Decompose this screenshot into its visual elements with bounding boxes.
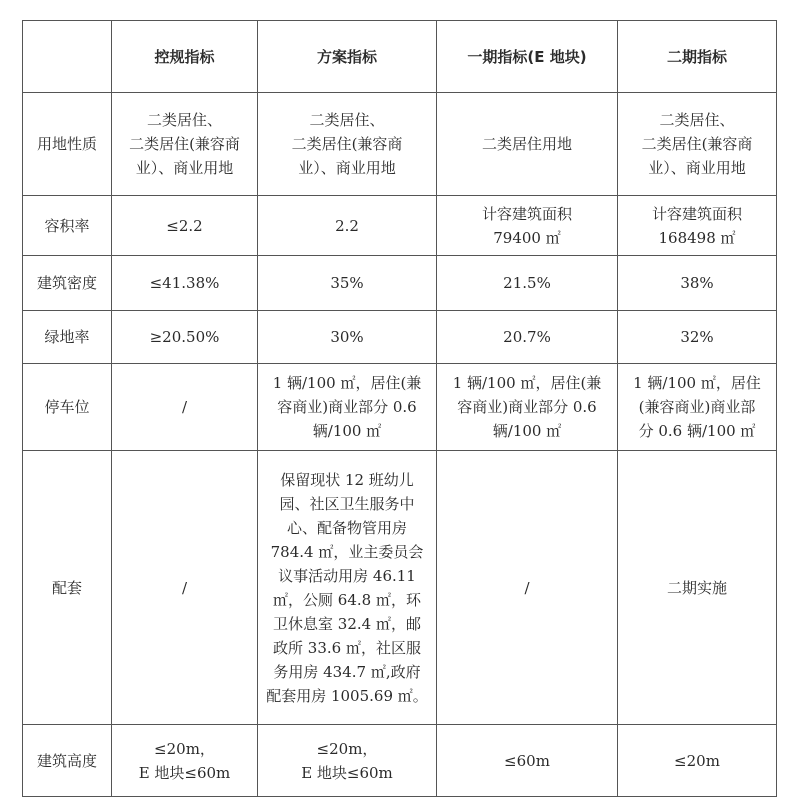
cell-line: 园、社区卫生服务中 bbox=[279, 494, 415, 513]
cell-land-use-phase1 bbox=[437, 93, 618, 196]
cell-line: 784.4 ㎡，业主委员会 bbox=[270, 542, 424, 561]
table-row-building-height bbox=[23, 725, 777, 797]
table-row-facilities bbox=[23, 451, 777, 725]
cell-line: 38% bbox=[680, 274, 714, 292]
corner-cell bbox=[23, 21, 112, 93]
cell-building-height-regulatory bbox=[112, 725, 258, 797]
cell-parking-regulatory bbox=[112, 364, 258, 451]
cell-line: ≤20m， bbox=[154, 739, 215, 758]
header-phase1-indicator: 一期指标(E 地块) bbox=[437, 21, 618, 93]
cell-line: / bbox=[181, 398, 188, 416]
cell-line: 业）、商业用地 bbox=[298, 159, 396, 177]
row-label-plot-ratio: 容积率 bbox=[23, 196, 112, 256]
row-label-parking: 停车位 bbox=[23, 364, 112, 451]
table-row-land-use bbox=[23, 93, 777, 196]
cell-green-ratio-scheme bbox=[258, 311, 437, 364]
cell-line: E 地块≤60m bbox=[301, 763, 393, 782]
cell-line: ≤2.2 bbox=[166, 216, 203, 235]
cell-line: 二类居住用地 bbox=[481, 135, 572, 153]
cell-line: 32% bbox=[680, 328, 714, 346]
header-row bbox=[23, 21, 777, 93]
cell-line: ㎡，公厕 64.8 ㎡，环 bbox=[273, 590, 421, 609]
cell-line: 21.5% bbox=[503, 274, 551, 292]
table-row-plot-ratio bbox=[23, 196, 777, 256]
cell-plot-ratio-scheme bbox=[258, 196, 437, 256]
cell-plot-ratio-phase2 bbox=[618, 196, 777, 256]
cell-line: 配套用房 1005.69 ㎡。 bbox=[266, 686, 428, 705]
cell-line: E 地块≤60m bbox=[138, 763, 231, 782]
cell-building-height-phase1 bbox=[437, 725, 618, 797]
cell-line: ≤20m bbox=[674, 751, 720, 770]
cell-line: 卫休息室 32.4 ㎡，邮 bbox=[273, 614, 421, 633]
cell-line: 二类居住(兼容商 bbox=[641, 135, 753, 153]
cell-building-density-regulatory bbox=[112, 256, 258, 311]
cell-line: 35% bbox=[330, 274, 364, 292]
cell-building-height-scheme bbox=[258, 725, 437, 797]
cell-facilities-scheme bbox=[258, 451, 437, 725]
cell-line: 二类居住(兼容商 bbox=[129, 135, 240, 153]
indicator-table bbox=[22, 20, 777, 797]
cell-line: 务用房 434.7 ㎡,政府 bbox=[273, 662, 421, 681]
cell-line: / bbox=[524, 578, 530, 597]
table-row-building-density bbox=[23, 256, 777, 311]
cell-line: 保留现状 12 班幼儿 bbox=[280, 470, 414, 489]
header-regulatory-indicator: 控规指标 bbox=[112, 21, 258, 93]
cell-line: 心、配备物管用房 bbox=[286, 518, 407, 537]
cell-line: 168498 ㎡ bbox=[658, 228, 736, 247]
cell-line: 容商业)商业部分 0.6 bbox=[277, 398, 417, 416]
cell-land-use-regulatory bbox=[112, 93, 258, 196]
cell-land-use-phase2 bbox=[618, 93, 777, 196]
cell-line: / bbox=[181, 578, 188, 597]
cell-plot-ratio-phase1 bbox=[437, 196, 618, 256]
row-label-facilities: 配套 bbox=[23, 451, 112, 725]
cell-line: 二类居住、 bbox=[146, 111, 222, 129]
cell-line: 业）、商业用地 bbox=[135, 159, 234, 177]
cell-line: 1 辆/100 ㎡，居住(兼 bbox=[272, 374, 422, 392]
cell-facilities-phase1 bbox=[437, 451, 618, 725]
cell-building-height-phase2 bbox=[618, 725, 777, 797]
cell-line: 二类居住、 bbox=[309, 111, 385, 129]
cell-green-ratio-phase1 bbox=[437, 311, 618, 364]
cell-line: 分 0.6 辆/100 ㎡ bbox=[638, 422, 756, 440]
cell-building-density-phase1 bbox=[437, 256, 618, 311]
cell-line: 1 辆/100 ㎡，居住(兼 bbox=[452, 374, 602, 392]
header-scheme-indicator: 方案指标 bbox=[258, 21, 437, 93]
cell-plot-ratio-regulatory bbox=[112, 196, 258, 256]
row-label-land-use: 用地性质 bbox=[23, 93, 112, 196]
cell-line: 二类居住(兼容商 bbox=[291, 135, 403, 153]
cell-line: 辆/100 ㎡ bbox=[312, 422, 382, 440]
cell-line: 议事活动用房 46.11 bbox=[278, 566, 416, 585]
table-row-green-ratio bbox=[23, 311, 777, 364]
cell-line: ≤41.38% bbox=[149, 274, 220, 292]
cell-building-density-phase2 bbox=[618, 256, 777, 311]
cell-line: 业）、商业用地 bbox=[648, 159, 746, 177]
cell-line: 30% bbox=[330, 328, 364, 346]
cell-line: 辆/100 ㎡ bbox=[492, 422, 562, 440]
cell-land-use-scheme bbox=[258, 93, 437, 196]
cell-line: 1 辆/100 ㎡，居住 bbox=[633, 374, 761, 392]
header-phase2-indicator: 二期指标 bbox=[618, 21, 777, 93]
cell-building-density-scheme bbox=[258, 256, 437, 311]
cell-green-ratio-phase2 bbox=[618, 311, 777, 364]
cell-line: 政所 33.6 ㎡，社区服 bbox=[273, 638, 421, 657]
row-label-building-height: 建筑高度 bbox=[23, 725, 112, 797]
cell-parking-phase2 bbox=[618, 364, 777, 451]
cell-parking-phase1 bbox=[437, 364, 618, 451]
cell-line: 容商业)商业部分 0.6 bbox=[457, 398, 597, 416]
cell-facilities-regulatory bbox=[112, 451, 258, 725]
cell-line: 计容建筑面积 bbox=[651, 204, 742, 223]
row-label-building-density: 建筑密度 bbox=[23, 256, 112, 311]
cell-line: ≥20.50% bbox=[149, 328, 220, 346]
cell-line: 二类居住、 bbox=[659, 111, 735, 129]
cell-line: 20.7% bbox=[503, 328, 551, 346]
cell-line: 计容建筑面积 bbox=[481, 204, 572, 223]
cell-line: (兼容商业)商业部 bbox=[638, 398, 756, 416]
cell-line: ≤60m bbox=[504, 751, 550, 770]
cell-line: 79400 ㎡ bbox=[493, 228, 561, 247]
cell-facilities-phase2 bbox=[618, 451, 777, 725]
cell-parking-scheme bbox=[258, 364, 437, 451]
cell-green-ratio-regulatory bbox=[112, 311, 258, 364]
cell-line: ≤20m， bbox=[316, 739, 378, 758]
cell-line: 二期实施 bbox=[666, 578, 727, 597]
cell-line: 2.2 bbox=[335, 216, 359, 235]
table-row-parking bbox=[23, 364, 777, 451]
row-label-green-ratio: 绿地率 bbox=[23, 311, 112, 364]
